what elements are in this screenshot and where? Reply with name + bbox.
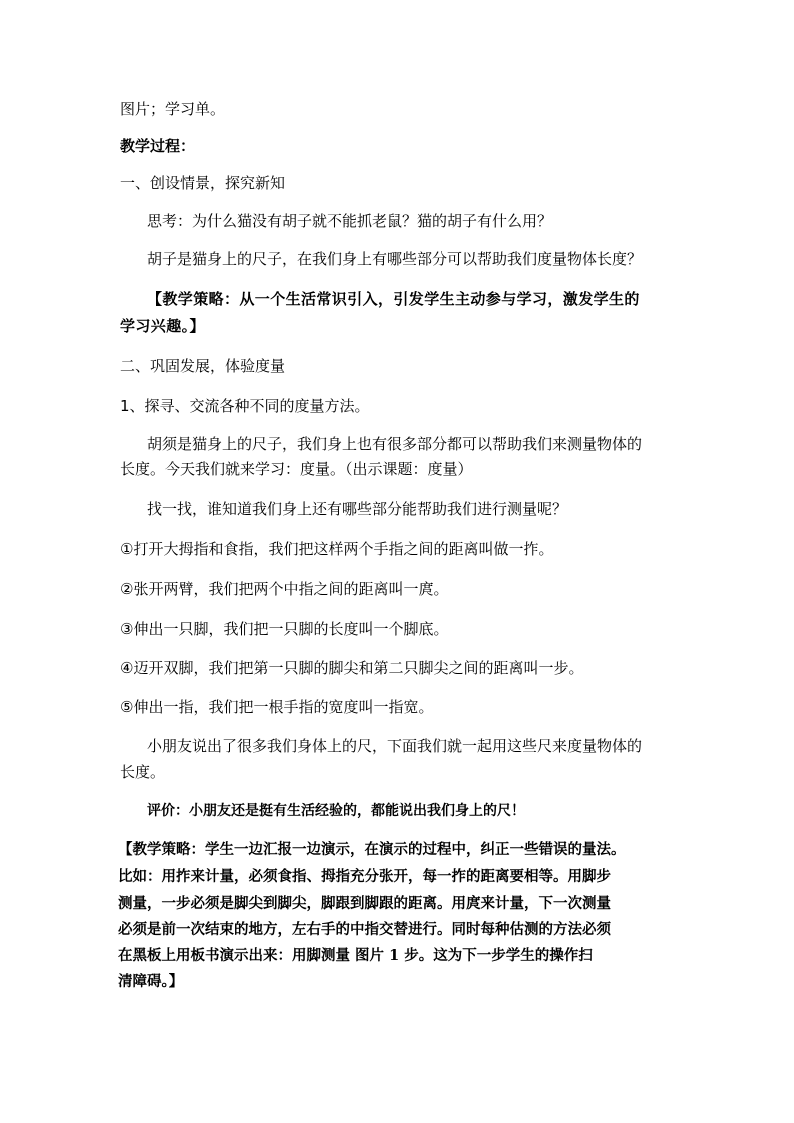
strategy1-line-1: 【教学策略：从一个生活常识引入，引发学生主动参与学习，激发学生的 bbox=[147, 290, 640, 308]
find-question: 找一找，谁知道我们身上还有哪些部分能帮助我们进行测量呢？ bbox=[147, 500, 568, 518]
list-item: ⑤伸出一指，我们把一根手指的宽度叫一指宽。 bbox=[120, 698, 434, 716]
section1-heading: 一、创设情景，探究新知 bbox=[120, 174, 286, 192]
intro-paragraph: 胡子是猫身上的尺子，在我们身上有哪些部分可以帮助我们度量物体长度？ bbox=[147, 250, 643, 268]
strategy2-line-1: 【教学策略：学生一边汇报一边演示，在演示的过程中，纠正一些错误的量法。 bbox=[118, 841, 626, 858]
para2-line-2: 长度。 bbox=[120, 763, 166, 781]
process-heading: 教学过程： bbox=[120, 137, 196, 155]
section2-heading: 二、巩固发展，体验度量 bbox=[120, 357, 286, 375]
list-item: ③伸出一只脚，我们把一只脚的长度叫一个脚底。 bbox=[120, 620, 449, 638]
para1-line-2: 长度。今天我们就来学习：度量。（出示课题：度量） bbox=[120, 460, 473, 478]
think-question: 思考：为什么猫没有胡子就不能抓老鼠？猫的胡子有什么用？ bbox=[147, 212, 553, 230]
para1-line-1: 胡须是猫身上的尺子，我们身上也有很多部分都可以帮助我们来测量物体的 bbox=[147, 435, 643, 453]
para2-line-1: 小朋友说出了很多我们身体上的尺，下面我们就一起用这些尺来度量物体的 bbox=[147, 737, 643, 755]
list-item: ①打开大拇指和食指，我们把这样两个手指之间的距离叫做一拃。 bbox=[120, 540, 554, 558]
sub-heading-1: 1、探寻、交流各种不同的度量方法。 bbox=[120, 397, 370, 415]
evaluation-comment: 评价：小朋友还是挺有生活经验的，都能说出我们身上的尺！ bbox=[147, 803, 525, 819]
strategy2-line-4: 必须是前一次结束的地方，左右手的中指交替进行。同时每种估测的方法必须 bbox=[118, 921, 611, 938]
strategy1-line-2: 学习兴趣。】 bbox=[120, 317, 205, 335]
strategy2-line-3: 测量，一步必须是脚尖到脚尖，脚跟到脚跟的距离。用庹来计量，下一次测量 bbox=[118, 895, 611, 912]
strategy2-line-6: 清障碍。】 bbox=[118, 973, 184, 990]
list-item: ④迈开双脚，我们把第一只脚的脚尖和第二只脚尖之间的距离叫一步。 bbox=[120, 659, 584, 677]
materials-line: 图片；学习单。 bbox=[120, 100, 226, 118]
list-item: ②张开两臂，我们把两个中指之间的距离叫一庹。 bbox=[120, 580, 449, 598]
strategy2-line-2: 比如：用拃来计量，必须食指、拇指充分张开，每一拃的距离要相等。用脚步 bbox=[118, 868, 611, 885]
strategy2-line-5: 在黑板上用板书演示出来：用脚测量 图片 1 步。这为下一步学生的操作扫 bbox=[118, 947, 593, 964]
